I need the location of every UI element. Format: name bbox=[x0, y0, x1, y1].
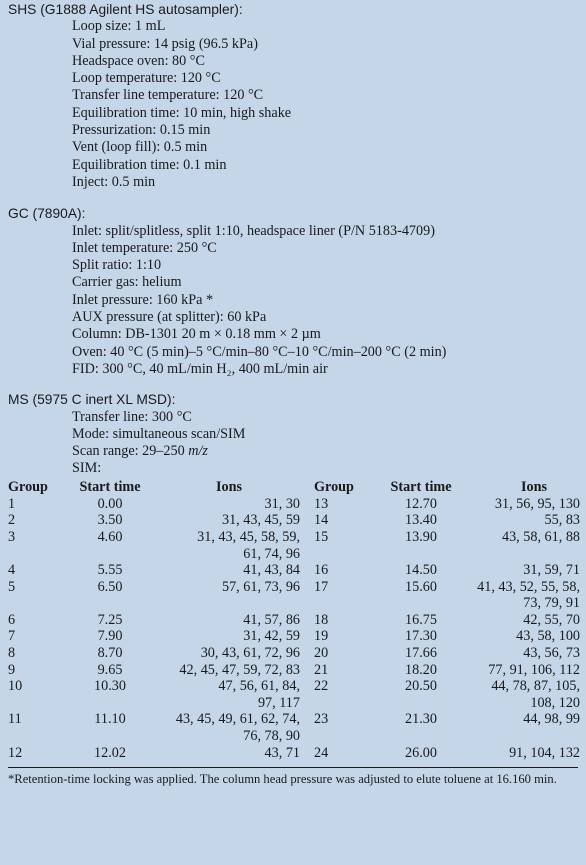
cell-line: 20.50 bbox=[405, 678, 437, 695]
cell-start-time bbox=[62, 496, 158, 513]
cell-line: 15.60 bbox=[405, 578, 437, 595]
cell-line: 13 bbox=[314, 495, 329, 512]
cell-line: 15 bbox=[314, 528, 329, 545]
cell-line: 43, 58, 61, 88 bbox=[501, 528, 580, 545]
cell-line: 41, 57, 86 bbox=[243, 611, 300, 628]
gc-param: Oven: 40 °C (5 min)–5 °C/min–80 °C–10 °C/min–200 °C (2 min) bbox=[72, 343, 447, 360]
cell-group bbox=[8, 512, 62, 529]
cell-group bbox=[8, 711, 62, 744]
cell-group bbox=[8, 529, 62, 562]
gc-param: Inlet temperature: 250 °C bbox=[72, 239, 217, 256]
ms-sim-label: SIM: bbox=[72, 460, 102, 477]
cell-line: 42, 55, 70 bbox=[523, 611, 580, 628]
cell-ions bbox=[158, 711, 300, 744]
cell-line: 11 bbox=[8, 711, 22, 728]
cell-line: 31, 43, 45, 59 bbox=[221, 512, 300, 529]
cell-group bbox=[8, 645, 62, 662]
footnote-divider bbox=[8, 767, 578, 768]
cell-line: 14.50 bbox=[405, 562, 437, 579]
cell-start-time bbox=[378, 612, 464, 629]
cell-line: 41, 43, 84 bbox=[243, 562, 300, 579]
cell-line: 5 bbox=[8, 578, 16, 595]
cell-line: 21 bbox=[314, 661, 329, 678]
shs-param: Loop size: 1 mL bbox=[72, 18, 166, 35]
cell-group bbox=[300, 612, 378, 629]
cell-group bbox=[8, 579, 62, 612]
cell-ions bbox=[158, 496, 300, 513]
cell-line: 97, 117 bbox=[257, 694, 300, 711]
table-row bbox=[8, 628, 580, 645]
cell-line: 3.50 bbox=[97, 512, 123, 529]
cell-line: 108, 120 bbox=[530, 694, 580, 711]
table-row bbox=[8, 496, 580, 513]
cell-line: 18.20 bbox=[405, 661, 437, 678]
cell-line: 13.90 bbox=[405, 528, 437, 545]
cell-line: 7.90 bbox=[97, 628, 123, 645]
cell-start-time bbox=[62, 678, 158, 711]
cell-start-time bbox=[62, 745, 158, 762]
cell-start-time bbox=[62, 562, 158, 579]
cell-ions bbox=[158, 645, 300, 662]
shs-param: Equilibration time: 0.1 min bbox=[72, 156, 227, 173]
table-row bbox=[8, 529, 580, 562]
cell-line: 43, 71 bbox=[264, 744, 300, 761]
col-header-ions: Ions bbox=[215, 478, 243, 495]
cell-group bbox=[300, 711, 378, 744]
col-header-start-time: Start time bbox=[390, 478, 452, 495]
ms-param: Transfer line: 300 °C bbox=[72, 408, 192, 425]
cell-group bbox=[300, 678, 378, 711]
cell-line: 57, 61, 73, 96 bbox=[221, 578, 300, 595]
cell-ions bbox=[464, 579, 580, 612]
cell-ions bbox=[158, 579, 300, 612]
cell-group bbox=[300, 579, 378, 612]
cell-line: 0.00 bbox=[97, 495, 123, 512]
cell-line: 31, 30 bbox=[264, 495, 300, 512]
shs-param: Vial pressure: 14 psig (96.5 kPa) bbox=[72, 35, 258, 52]
cell-line: 7.25 bbox=[97, 611, 123, 628]
cell-start-time bbox=[378, 562, 464, 579]
gc-section-title: GC (7890A): bbox=[8, 206, 86, 222]
cell-line: 10 bbox=[8, 678, 23, 695]
gc-param: Split ratio: 1:10 bbox=[72, 257, 162, 274]
cell-line: 16 bbox=[314, 562, 329, 579]
scan-range-text: Scan range: 29–250 bbox=[72, 443, 189, 460]
cell-line: 17.30 bbox=[405, 628, 437, 645]
cell-ions bbox=[464, 529, 580, 562]
cell-line: 9 bbox=[8, 661, 16, 678]
cell-start-time bbox=[62, 662, 158, 679]
cell-line: 26.00 bbox=[405, 744, 437, 761]
shs-params bbox=[8, 18, 578, 191]
col-header-group: Group bbox=[314, 478, 354, 495]
cell-start-time bbox=[62, 711, 158, 744]
shs-param: Transfer line temperature: 120 °C bbox=[72, 87, 264, 104]
cell-line: 23 bbox=[314, 711, 329, 728]
cell-group bbox=[300, 496, 378, 513]
table-row bbox=[8, 678, 580, 711]
shs-param: Headspace oven: 80 °C bbox=[72, 52, 205, 69]
cell-ions bbox=[464, 711, 580, 744]
cell-ions bbox=[158, 662, 300, 679]
cell-line: 43, 58, 100 bbox=[516, 628, 580, 645]
sim-group-table bbox=[8, 478, 580, 762]
cell-line: 12.70 bbox=[405, 495, 437, 512]
cell-group bbox=[8, 662, 62, 679]
table-row bbox=[8, 645, 580, 662]
cell-line: 18 bbox=[314, 611, 329, 628]
ms-param: Mode: simultaneous scan/SIM bbox=[72, 425, 246, 442]
footnote: *Retention-time locking was applied. The column head pressure was adjusted to elute toluene at 16.160 min. bbox=[8, 772, 557, 787]
cell-group bbox=[300, 512, 378, 529]
cell-start-time bbox=[378, 645, 464, 662]
scan-range-unit: m/z bbox=[188, 443, 208, 460]
cell-group bbox=[300, 562, 378, 579]
cell-line: 17 bbox=[314, 578, 329, 595]
cell-start-time bbox=[378, 745, 464, 762]
cell-line: 41, 43, 52, 55, 58, bbox=[477, 578, 580, 595]
cell-ions bbox=[464, 512, 580, 529]
table-row bbox=[8, 579, 580, 612]
cell-group bbox=[300, 628, 378, 645]
sim-table-body bbox=[8, 496, 580, 762]
cell-start-time bbox=[62, 512, 158, 529]
col-header-start-time: Start time bbox=[79, 478, 141, 495]
cell-ions bbox=[464, 645, 580, 662]
cell-line: 30, 43, 61, 72, 96 bbox=[200, 645, 300, 662]
cell-start-time bbox=[378, 512, 464, 529]
cell-start-time bbox=[62, 612, 158, 629]
cell-line: 11.10 bbox=[94, 711, 126, 728]
table-row bbox=[8, 512, 580, 529]
cell-line: 76, 78, 90 bbox=[243, 728, 300, 745]
table-row bbox=[8, 745, 580, 762]
cell-line: 12.02 bbox=[94, 744, 126, 761]
cell-line: 31, 59, 71 bbox=[523, 562, 580, 579]
shs-param: Pressurization: 0.15 min bbox=[72, 122, 211, 139]
cell-group bbox=[300, 745, 378, 762]
cell-line: 73, 79, 91 bbox=[523, 595, 580, 612]
ms-section-title: MS (5975 C inert XL MSD): bbox=[8, 392, 176, 408]
cell-ions bbox=[158, 745, 300, 762]
shs-param: Inject: 0.5 min bbox=[72, 173, 156, 190]
cell-line: 42, 45, 47, 59, 72, 83 bbox=[179, 661, 300, 678]
cell-ions bbox=[464, 612, 580, 629]
cell-group bbox=[300, 662, 378, 679]
table-row bbox=[8, 612, 580, 629]
shs-param: Equilibration time: 10 min, high shake bbox=[72, 104, 292, 121]
cell-start-time bbox=[62, 628, 158, 645]
cell-start-time bbox=[378, 529, 464, 562]
cell-start-time bbox=[378, 711, 464, 744]
cell-line: 3 bbox=[8, 528, 16, 545]
cell-line: 16.75 bbox=[405, 611, 437, 628]
gc-param: Carrier gas: helium bbox=[72, 274, 182, 291]
cell-ions bbox=[158, 612, 300, 629]
cell-line: 8 bbox=[8, 645, 16, 662]
cell-line: 9.65 bbox=[97, 661, 123, 678]
cell-group bbox=[8, 628, 62, 645]
gc-param: Inlet pressure: 160 kPa * bbox=[72, 291, 214, 308]
ms-scan-range bbox=[8, 443, 578, 460]
cell-start-time bbox=[378, 678, 464, 711]
gc-params bbox=[8, 223, 578, 379]
cell-start-time bbox=[378, 662, 464, 679]
cell-start-time bbox=[378, 496, 464, 513]
cell-line: 61, 74, 96 bbox=[243, 545, 300, 562]
shs-section-title: SHS (G1888 Agilent HS autosampler): bbox=[8, 2, 243, 17]
cell-line: 13.40 bbox=[405, 512, 437, 529]
cell-line: 21.30 bbox=[405, 711, 437, 728]
cell-line: 5.55 bbox=[97, 562, 123, 579]
cell-ions bbox=[464, 745, 580, 762]
cell-line: 14 bbox=[314, 512, 329, 529]
cell-start-time bbox=[378, 579, 464, 612]
cell-line: 31, 42, 59 bbox=[243, 628, 300, 645]
cell-ions bbox=[464, 562, 580, 579]
cell-group bbox=[8, 745, 62, 762]
cell-start-time bbox=[62, 579, 158, 612]
cell-line: 19 bbox=[314, 628, 329, 645]
cell-ions bbox=[158, 628, 300, 645]
gc-param: AUX pressure (at splitter): 60 kPa bbox=[72, 309, 267, 326]
gc-param: Inlet: split/splitless, split 1:10, headspace liner (P/N 5183-4709) bbox=[72, 222, 435, 239]
cell-line: 6 bbox=[8, 611, 16, 628]
cell-line: 44, 98, 99 bbox=[523, 711, 580, 728]
cell-line: 55, 83 bbox=[544, 512, 580, 529]
cell-group bbox=[8, 612, 62, 629]
cell-ions bbox=[158, 529, 300, 562]
table-row bbox=[8, 562, 580, 579]
cell-line: 31, 56, 95, 130 bbox=[494, 495, 580, 512]
cell-line: 1 bbox=[8, 495, 16, 512]
cell-line: 47, 56, 61, 84, bbox=[218, 678, 300, 695]
cell-line: 2 bbox=[8, 512, 16, 529]
col-header-group: Group bbox=[8, 478, 48, 495]
shs-param: Loop temperature: 120 °C bbox=[72, 70, 221, 87]
cell-line: 31, 43, 45, 58, 59, bbox=[197, 528, 300, 545]
cell-line: 4 bbox=[8, 562, 16, 579]
col-header-ions: Ions bbox=[520, 478, 548, 495]
cell-line: 7 bbox=[8, 628, 16, 645]
cell-group bbox=[300, 529, 378, 562]
gc-param: FID: 300 °C, 40 mL/min H₂, 400 mL/min air bbox=[72, 360, 328, 377]
cell-line: 22 bbox=[314, 678, 329, 695]
cell-line: 91, 104, 132 bbox=[509, 744, 580, 761]
cell-line: 77, 91, 106, 112 bbox=[488, 661, 580, 678]
cell-group bbox=[300, 645, 378, 662]
cell-line: 4.60 bbox=[97, 528, 123, 545]
cell-ions bbox=[464, 496, 580, 513]
cell-line: 8.70 bbox=[97, 645, 123, 662]
cell-group bbox=[8, 496, 62, 513]
cell-group bbox=[8, 678, 62, 711]
cell-start-time bbox=[378, 628, 464, 645]
cell-line: 43, 45, 49, 61, 62, 74, bbox=[175, 711, 300, 728]
cell-line: 17.66 bbox=[405, 645, 437, 662]
cell-line: 6.50 bbox=[97, 578, 123, 595]
cell-start-time bbox=[62, 645, 158, 662]
cell-ions bbox=[464, 628, 580, 645]
table-row bbox=[8, 711, 580, 744]
cell-ions bbox=[158, 678, 300, 711]
cell-line: 44, 78, 87, 105, bbox=[491, 678, 580, 695]
cell-ions bbox=[158, 562, 300, 579]
gc-param: Column: DB-1301 20 m × 0.18 mm × 2 µm bbox=[72, 326, 321, 343]
cell-start-time bbox=[62, 529, 158, 562]
table-row bbox=[8, 662, 580, 679]
cell-ions bbox=[158, 512, 300, 529]
cell-ions bbox=[464, 678, 580, 711]
cell-ions bbox=[464, 662, 580, 679]
cell-group bbox=[8, 562, 62, 579]
cell-line: 24 bbox=[314, 744, 329, 761]
ms-params bbox=[8, 409, 578, 478]
cell-line: 12 bbox=[8, 744, 23, 761]
cell-line: 10.30 bbox=[94, 678, 126, 695]
cell-line: 43, 56, 73 bbox=[523, 645, 580, 662]
cell-line: 20 bbox=[314, 645, 329, 662]
shs-param: Vent (loop fill): 0.5 min bbox=[72, 139, 208, 156]
table-header-row bbox=[8, 478, 580, 496]
